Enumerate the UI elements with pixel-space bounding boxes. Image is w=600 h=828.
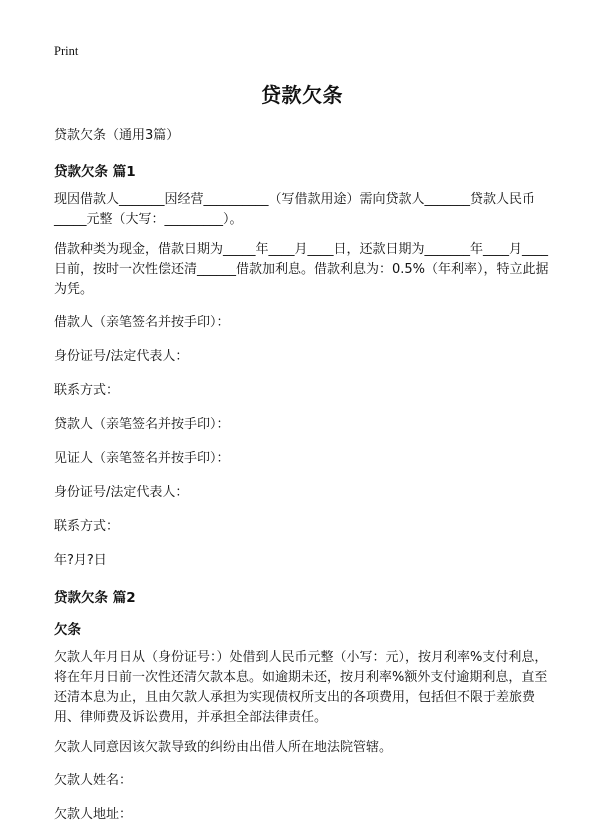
lender-signature-line: 贷款人（亲笔签名并按手印）： <box>54 417 230 432</box>
debtor-address-line: 欠款人地址： <box>54 807 133 822</box>
borrower-signature-line: 借款人（亲笔签名并按手印）： <box>54 315 230 330</box>
section1-para2: 借款种类为现金，借款日期为_____年____月____日，还款日期为_______年____月____日前，按时一次性偿还清______借款加利息。借款利息为：0.5%（年利率），特立此据为凭。 <box>54 242 549 297</box>
print-label[interactable]: Print <box>54 44 79 58</box>
borrower-contact-line: 联系方式： <box>54 383 120 398</box>
section2-subheading: 欠条 <box>54 622 81 638</box>
section1-para1: 现因借款人_______因经营__________（写借款用途）需向贷款人_______贷款人民币_____元整（大写：_________）。 <box>54 192 536 227</box>
witness-signature-line: 见证人（亲笔签名并按手印）： <box>54 451 230 466</box>
document-subtitle: 贷款欠条（通用3篇） <box>54 128 180 143</box>
debtor-name-line: 欠款人姓名： <box>54 773 133 788</box>
witness-id-line: 身份证号/法定代表人： <box>54 485 189 500</box>
section1-heading: 贷款欠条 篇1 <box>54 164 136 180</box>
witness-contact-line: 联系方式： <box>54 519 120 534</box>
date-line: 年?月?日 <box>54 553 107 568</box>
section2-heading: 贷款欠条 篇2 <box>54 590 136 606</box>
section2-para1: 欠款人年月日从（身份证号：）处借到人民币元整（小写：元），按月利率%支付利息，将在年月日前一次性还清欠款本息。如逾期未还，按月利率%额外支付逾期利息，直至还清本息为止，且由欠款人承担为实现债权所支出的各项费用，包括但不限于差旅费用、律师费及诉讼费用，并承担全部法律责任。 <box>54 650 548 725</box>
page-title: 贷款欠条 <box>261 83 343 107</box>
borrower-id-line: 身份证号/法定代表人： <box>54 349 189 364</box>
section2-para2: 欠款人同意因该欠款导致的纠纷由出借人所在地法院管辖。 <box>54 740 393 755</box>
